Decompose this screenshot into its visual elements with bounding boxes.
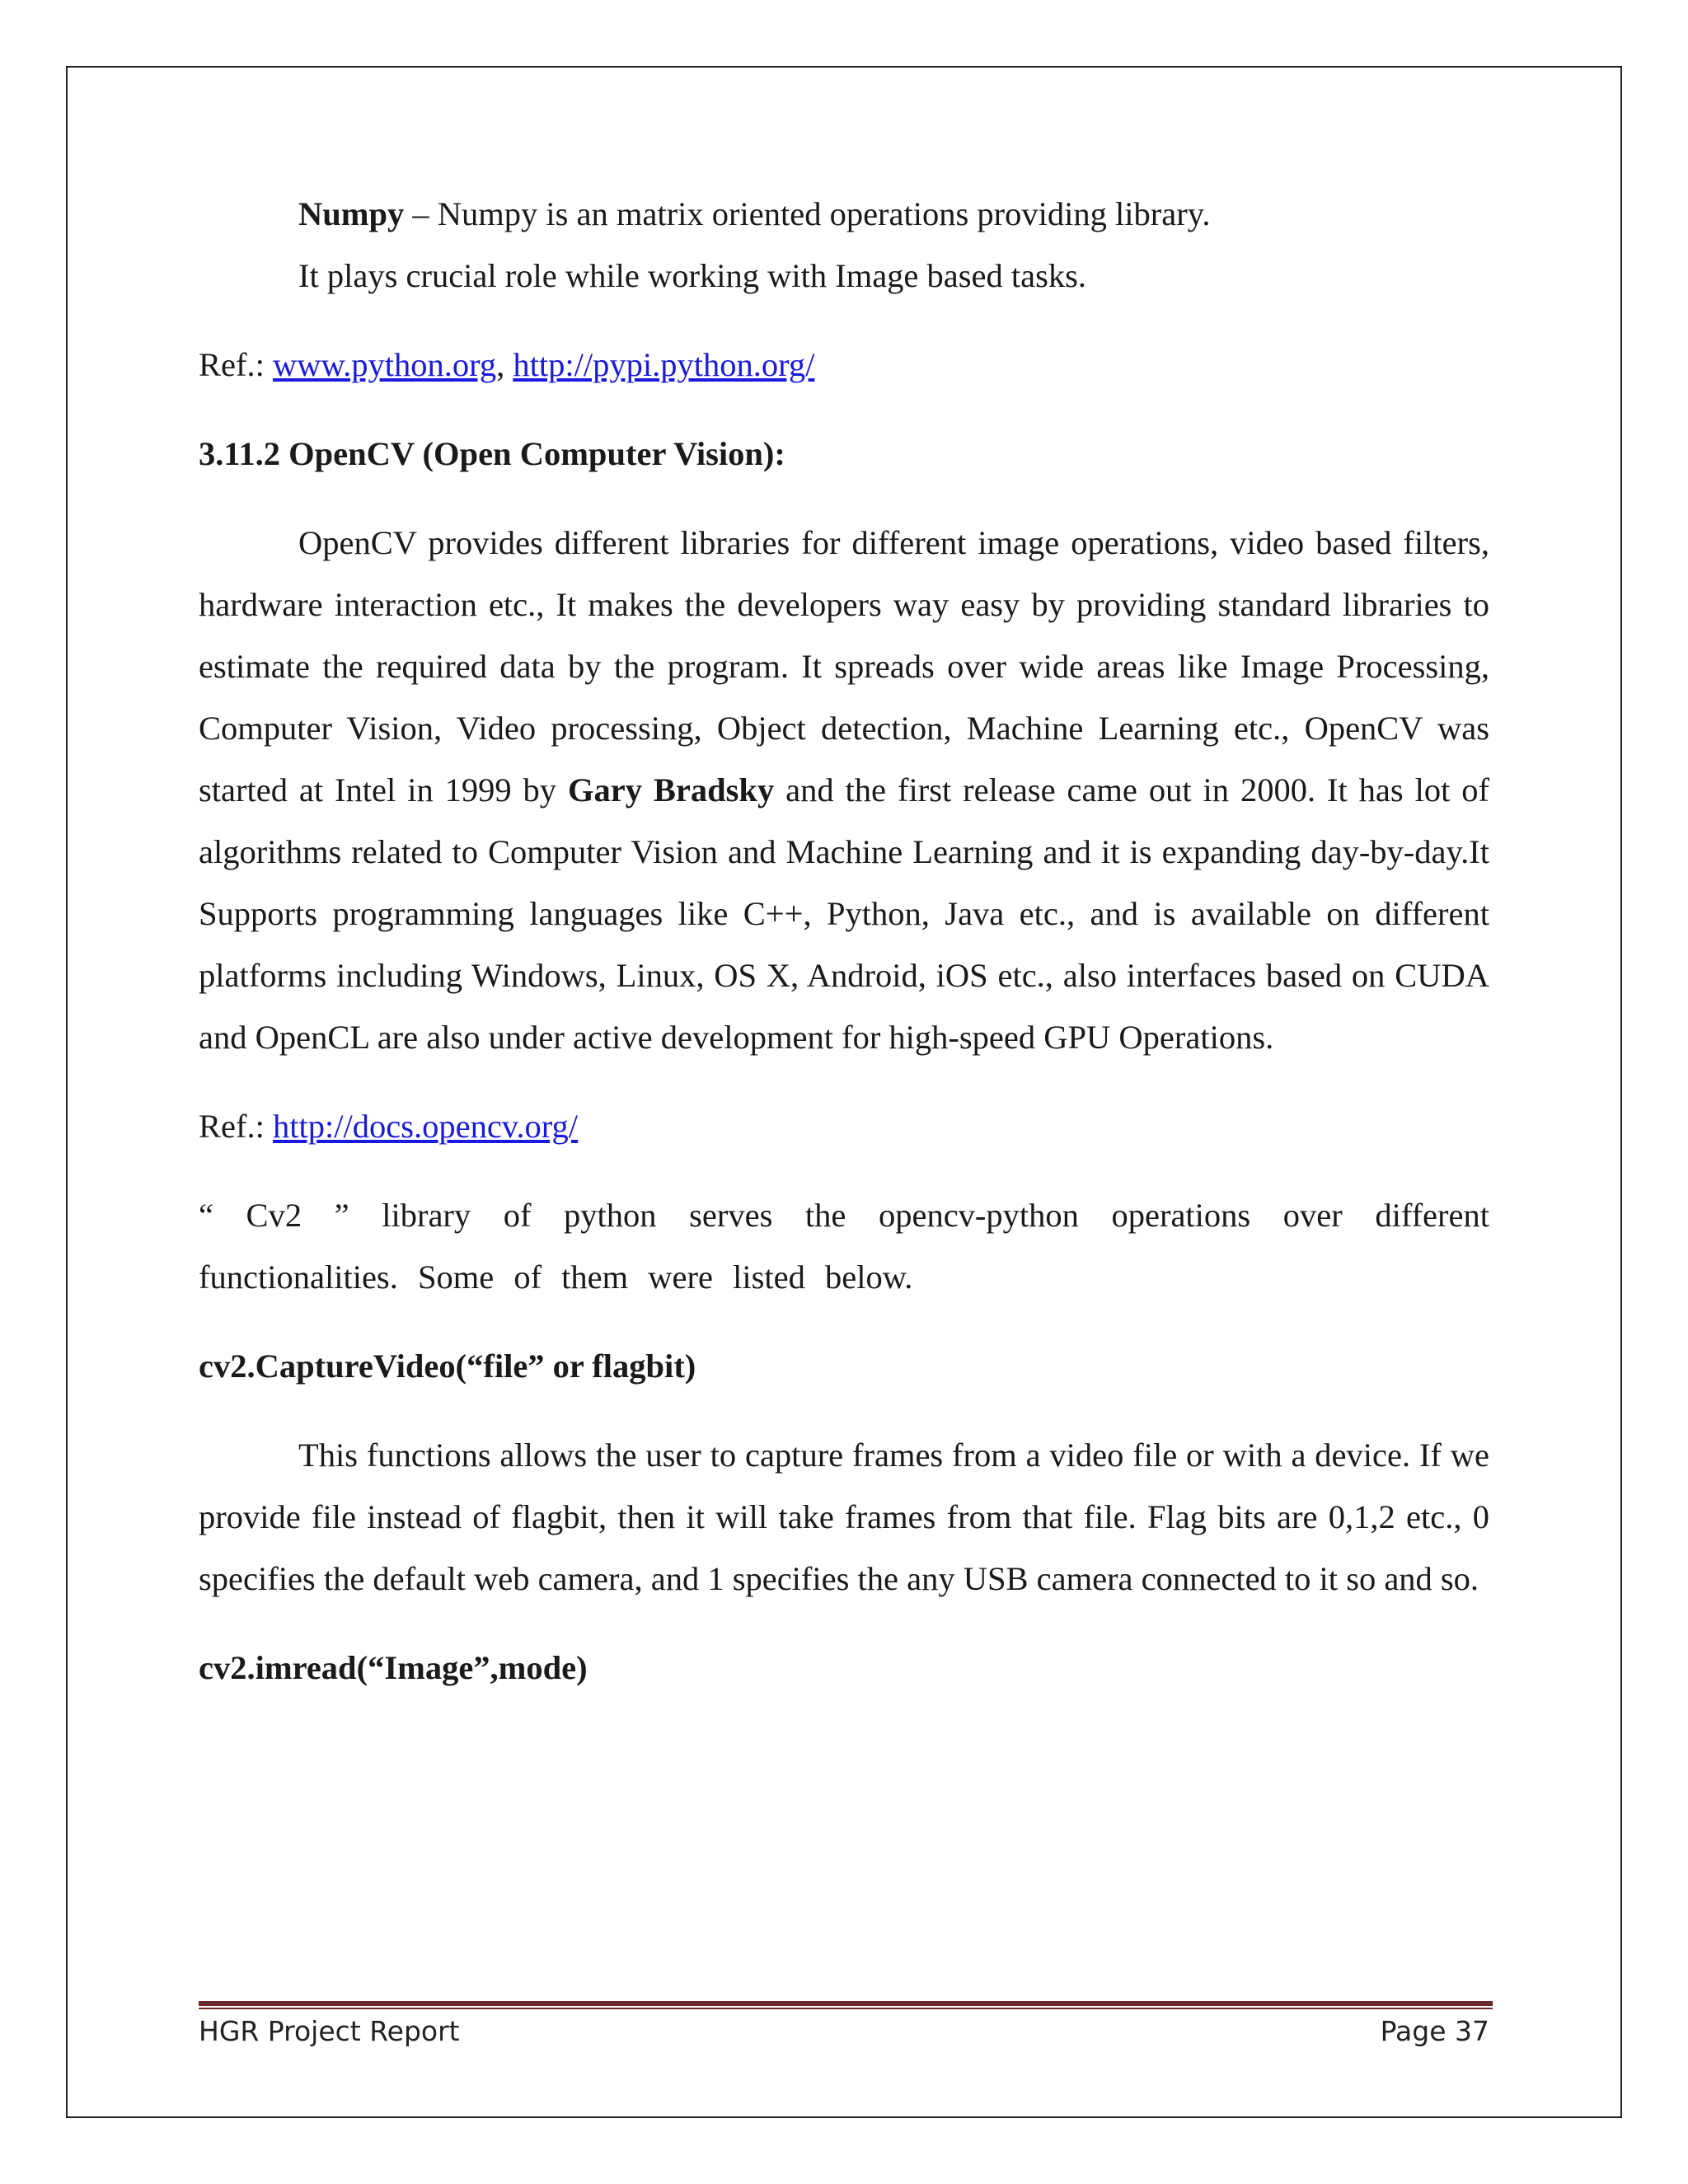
- page-footer: [199, 2011, 1489, 2052]
- footer-title: HGR Project Report: [199, 2015, 460, 2047]
- ref-label: Ref.:: [199, 1108, 273, 1145]
- page-number: Page 37: [1380, 2015, 1489, 2047]
- capture-video-heading: cv2.CaptureVideo(“file” or flagbit): [199, 1347, 696, 1385]
- capture-video-paragraph: This functions allows the user to capture frames from a video file or with a device. If we provide file instead of flagbit, then it will take frames from that file. Flag bits are 0,1,2 etc., 0 specifies the default web camera, and 1 specifies the any USB camera connected to it so and so.: [199, 1436, 1489, 1597]
- imread-heading: cv2.imread(“Image”,mode): [199, 1649, 588, 1686]
- ref-separator: ,: [496, 346, 513, 383]
- opencv-text-part1: OpenCV provides different libraries for different image operations, video based filters, hardware interaction etc., It makes the developers way easy by providing standard libraries to estimate the required data by the program. It spreads over wide areas like Image Processing, Computer Vision, Video processing, Object detection, Machine Learning etc., OpenCV was started at Intel in 1999 by: [199, 524, 1489, 808]
- numpy-line-1: [199, 183, 1489, 245]
- opencv-text-part2: and the first release came out in 2000. It has lot of algorithms related to Computer Vision and Machine Learning and it is expanding day-by-day.It Supports programming languages like C++, Python, Java etc., and is available on different platforms including Windows, Linux, OS X, Android, iOS etc., also interfaces based on CUDA and OpenCL are also under active development for high-speed GPU Operations.: [199, 771, 1490, 1056]
- opencv-docs-link[interactable]: http://docs.opencv.org/: [272, 1108, 579, 1145]
- python-org-link[interactable]: www.python.org: [272, 346, 497, 383]
- cv2-intro-paragraph: “ Cv2 ” library of python serves the opencv-python operations over different functionalities. Some of them were listed below.: [199, 1197, 1489, 1296]
- ref-label: Ref.:: [199, 346, 273, 383]
- page-content: [199, 183, 1489, 1699]
- numpy-desc: – Numpy is an matrix oriented operations providing library.: [404, 195, 1211, 232]
- footer-rule: [199, 2001, 1493, 2009]
- opencv-author: Gary Bradsky: [568, 771, 775, 808]
- ref-opencv: [199, 1095, 1489, 1157]
- ref-python: [199, 334, 1489, 396]
- numpy-line-2: It plays crucial role while working with Image based tasks.: [298, 257, 1086, 294]
- numpy-term: Numpy: [298, 195, 405, 232]
- section-heading-opencv: 3.11.2 OpenCV (Open Computer Vision):: [199, 435, 785, 472]
- pypi-link[interactable]: http://pypi.python.org/: [513, 346, 815, 383]
- opencv-paragraph: [199, 512, 1489, 1068]
